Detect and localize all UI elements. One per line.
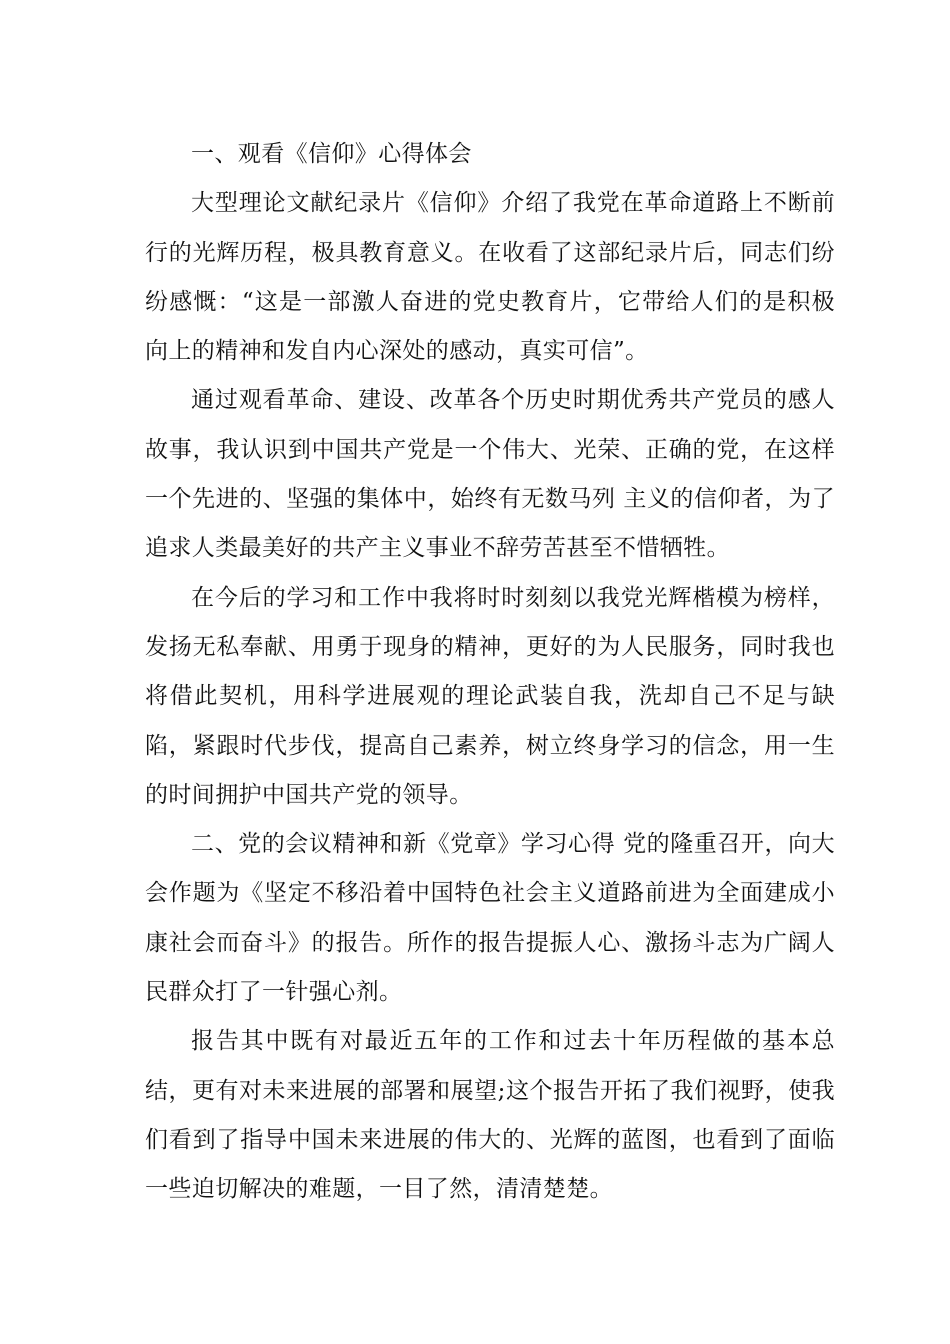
paragraph-3: 在今后的学习和工作中我将时时刻刻以我党光辉楷模为榜样，发扬无私奉献、用勇于现身的精神，更好的为人民服务，同时我也将借此契机，用科学进展观的理论武装自我，洗却自己不足与缺陷，紧跟时代步伐，提高自己素养，树立终身学习的信念，用一生的时间拥护中国共产党的领导。 — [145, 584, 835, 808]
paragraph-5: 报告其中既有对最近五年的工作和过去十年历程做的基本总结，更有对未来进展的部署和展望;这个报告开拓了我们视野，使我们看到了指导中国未来进展的伟大的、光辉的蓝图，也看到了面临一些迫切解决的难题，一目了然，清清楚楚。 — [145, 1028, 835, 1203]
section-heading-1: 一、观看《信仰》心得体会 — [191, 141, 472, 167]
paragraph-2: 通过观看革命、建设、改革各个历史时期优秀共产党员的感人故事，我认识到中国共产党是一个伟大、光荣、正确的党，在这样一个先进的、坚强的集体中，始终有无数马列 主义的信仰者，为了追求人类最美好的共产主义事业不辞劳苦甚至不惜牺牲。 — [145, 387, 835, 562]
document-body — [145, 130, 835, 1215]
paragraph-4: 二、党的会议精神和新《党章》学习心得 党的隆重召开，向大会作题为《坚定不移沿着中国特色社会主义道路前进为全面建成小康社会而奋斗》的报告。所作的报告提振人心、激扬斗志为广阔人民群众打了一针强心剂。 — [145, 831, 835, 1006]
paragraph-1: 大型理论文献纪录片《信仰》介绍了我党在革命道路上不断前行的光辉历程，极具教育意义。在收看了这部纪录片后，同志们纷纷感慨：“这是一部激人奋进的党史教育片，它带给人们的是积极向上的精神和发自内心深处的感动，真实可信”。 — [145, 190, 835, 365]
